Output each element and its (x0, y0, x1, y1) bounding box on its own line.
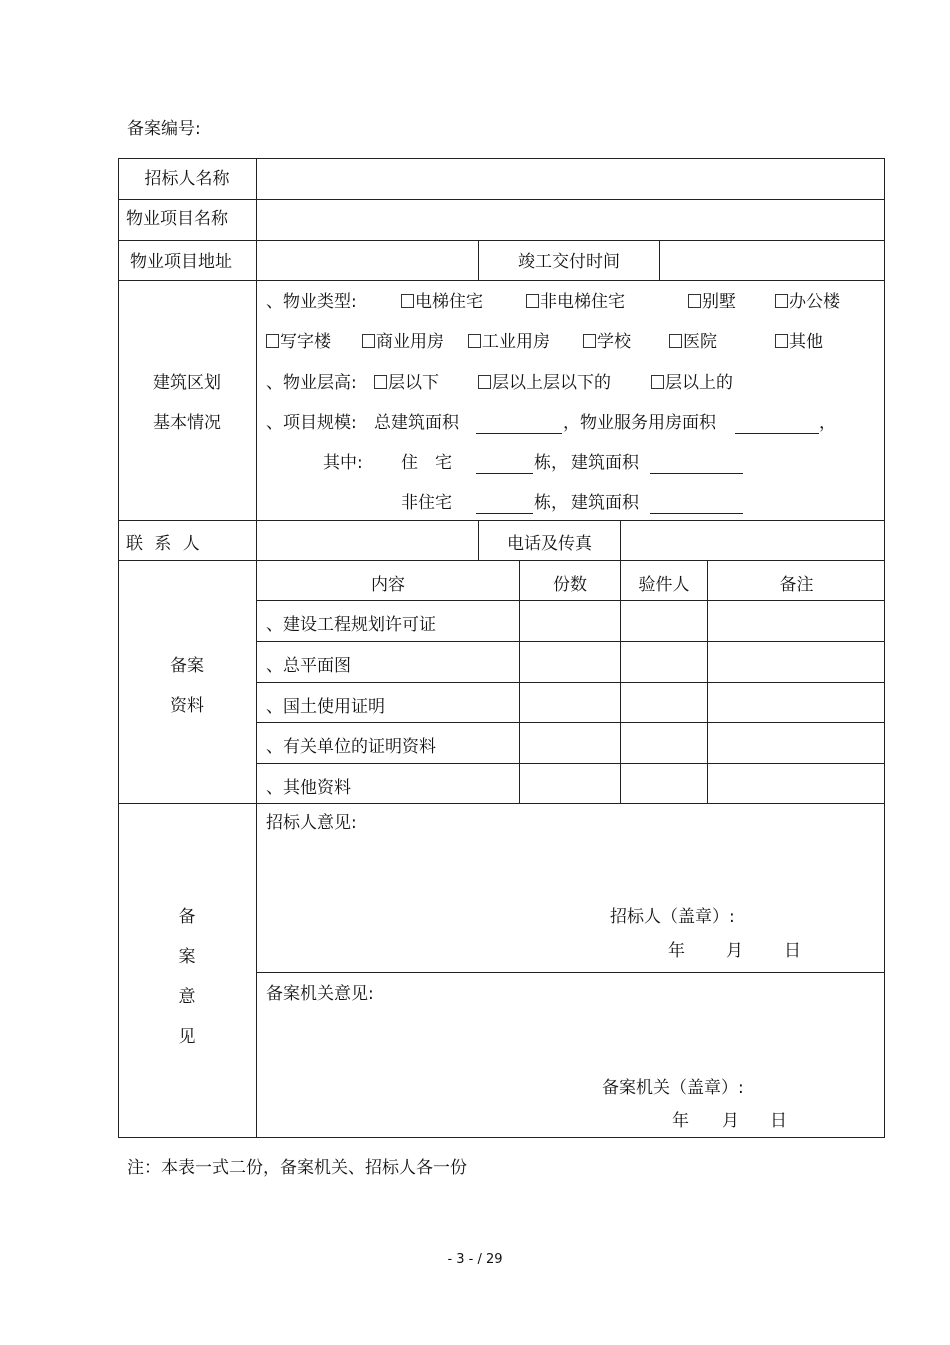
material-item: 、其他资料 (266, 778, 351, 798)
material-item: 、建设工程规划许可证 (266, 615, 436, 635)
non-residential-unit-label: 栋， (534, 493, 568, 513)
contact-field[interactable] (258, 522, 477, 559)
agency-opinion-label: 备案机关意见: (266, 984, 374, 1004)
agency-date-day: 日 (770, 1111, 787, 1131)
completion-time-label: 竣工交付时间 (518, 252, 620, 272)
trailing-comma: ， (819, 413, 836, 433)
total-area-blank[interactable] (476, 418, 562, 434)
column-header-copies: 份数 (553, 575, 587, 595)
residential-unit-label: 栋， (534, 453, 568, 473)
building-label-line1: 建筑区划 (153, 373, 221, 393)
floor-height-label: 、物业层高: (266, 373, 357, 393)
tenderer-name-field[interactable] (258, 160, 883, 198)
tenderer-name-label: 招标人名称 (144, 169, 230, 189)
agency-date-month: 月 (722, 1111, 739, 1131)
completion-time-field[interactable] (661, 242, 883, 279)
tenderer-date-day: 日 (784, 941, 801, 961)
agency-opinion-field[interactable] (258, 1010, 883, 1070)
checkbox-school[interactable]: 学校 (583, 334, 631, 351)
checkbox-hospital[interactable]: 医院 (669, 334, 717, 351)
checkbox-other[interactable]: 其他 (775, 334, 823, 351)
material-item: 、总平面图 (266, 656, 351, 676)
building-label-line2: 基本情况 (153, 413, 221, 433)
opinion-label-char: 意 (178, 987, 196, 1007)
non-residential-area-blank[interactable] (650, 498, 743, 514)
checkbox-office[interactable]: 办公楼 (775, 294, 840, 311)
opinion-label-char: 见 (178, 1027, 196, 1047)
record-no-label: 备案编号: (127, 119, 201, 139)
tenderer-date-year: 年 (668, 941, 685, 961)
column-header-remarks: 备注 (779, 575, 814, 595)
among-label: 其中: (323, 453, 363, 473)
material-item: 、有关单位的证明资料 (266, 737, 436, 757)
non-residential-count-blank[interactable] (476, 498, 533, 514)
non-residential-label: 非住宅 (401, 493, 452, 513)
materials-label-line2: 资料 (170, 696, 204, 716)
checkbox-icon (583, 334, 596, 348)
project-address-label: 物业项目地址 (130, 252, 232, 272)
checkbox-icon (775, 294, 788, 308)
tenderer-date-month: 月 (726, 941, 743, 961)
project-name-field[interactable] (258, 201, 883, 239)
tenderer-opinion-label: 招标人意见: (266, 813, 357, 833)
opinion-label-char: 案 (178, 947, 196, 967)
checkbox-icon (362, 334, 375, 348)
contact-label: 联 系 人 (126, 534, 200, 554)
checkbox-industrial[interactable]: 工业用房 (468, 334, 550, 351)
checkbox-icon (478, 375, 491, 389)
checkbox-above-floor[interactable]: 层以上的 (651, 375, 733, 392)
checkbox-icon (401, 294, 414, 308)
property-type-label: 、物业类型: (266, 292, 357, 312)
checkbox-icon (266, 334, 279, 348)
checkbox-office-building[interactable]: 写字楼 (266, 334, 331, 351)
agency-seal-label: 备案机关（盖章）: (602, 1078, 744, 1098)
phone-fax-label: 电话及传真 (507, 534, 592, 554)
checkbox-icon (775, 334, 788, 348)
tenderer-opinion-field[interactable] (258, 840, 883, 900)
residential-count-blank[interactable] (476, 458, 533, 474)
residential-area-label: 建筑面积 (571, 453, 639, 473)
residential-label: 住 宅 (401, 453, 452, 473)
tenderer-seal-label: 招标人（盖章）: (610, 907, 735, 927)
checkbox-non-elevator-residence[interactable]: 非电梯住宅 (526, 294, 625, 311)
checkbox-commercial[interactable]: 商业用房 (362, 334, 444, 351)
checkbox-icon (651, 375, 664, 389)
agency-date-year: 年 (672, 1111, 689, 1131)
project-address-field[interactable] (258, 242, 477, 279)
checkbox-icon (468, 334, 481, 348)
column-header-content: 内容 (371, 575, 405, 595)
project-scale-label: 、项目规模: (266, 413, 357, 433)
service-area-blank[interactable] (735, 418, 819, 434)
total-area-label: 总建筑面积 (374, 413, 459, 433)
project-name-label: 物业项目名称 (126, 209, 228, 229)
opinion-label-char: 备 (178, 907, 196, 927)
checkbox-villa[interactable]: 别墅 (688, 294, 736, 311)
checkbox-between-floors[interactable]: 层以上层以下的 (478, 375, 611, 392)
column-header-inspector: 验件人 (638, 575, 690, 595)
checkbox-icon (688, 294, 701, 308)
checkbox-elevator-residence[interactable]: 电梯住宅 (401, 294, 483, 311)
page-number: - 3 - / 29 (447, 1252, 503, 1267)
non-residential-area-label: 建筑面积 (571, 493, 639, 513)
service-area-label: ，物业服务用房面积 (563, 413, 716, 433)
materials-label-line1: 备案 (170, 656, 204, 676)
residential-area-blank[interactable] (650, 458, 743, 474)
footer-note: 注：本表一式二份，备案机关、招标人各一份 (127, 1158, 467, 1178)
material-item: 、国土使用证明 (266, 697, 385, 717)
phone-fax-field[interactable] (622, 522, 883, 559)
checkbox-icon (526, 294, 539, 308)
checkbox-icon (669, 334, 682, 348)
checkbox-below-floor[interactable]: 层以下 (374, 375, 439, 392)
checkbox-icon (374, 375, 387, 389)
